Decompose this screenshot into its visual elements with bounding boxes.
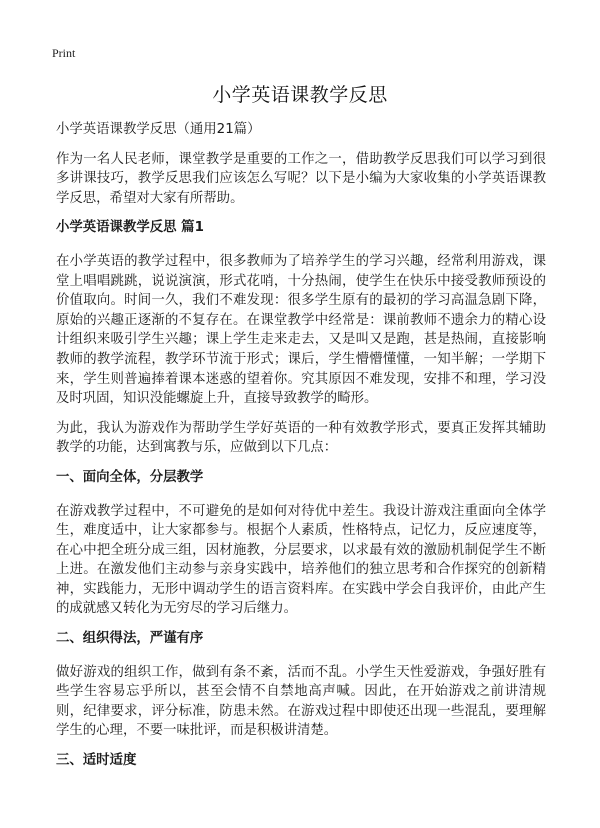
print-link[interactable]: Print [52,46,76,60]
intro-paragraph: 作为一名人民老师，课堂教学是重要的工作之一，借助教学反思我们可以学习到很多讲课技巧，教学反思我们应该怎么写呢？以下是小编为大家收集的小学英语课教学反思，希望对大家有所帮助。 [56,151,546,206]
document-subtitle: 小学英语课教学反思（通用21篇） [56,122,261,137]
paragraph-2: 为此，我认为游戏作为帮助学生学好英语的一种有效教学形式，要真正发挥其辅助教学的功能，达到寓教与乐，应做到以下几点： [56,420,546,456]
page-title: 小学英语课教学反思 [212,84,388,106]
heading-2: 二、组织得法，严谨有序 [56,631,204,647]
document-body [56,120,546,785]
paragraph-3: 在游戏教学过程中，不可避免的是如何对待优中差生。我设计游戏注重面向全体学生，难度适中，让大家都参与。根据个人素质，性格特点，记忆力，反应速度等，在心中把全班分成三组，因材施教，分层要求，以求最有效的激励机制促学生不断上进。在激发他们主动参与亲身实践中，培养他们的独立思考和合作探究的创新精神，实践能力，无形中调动学生的语言资料库。在实践中学会自我评价，由此产生的成就感又转化为无穷尽的学习后继力。 [56,503,546,617]
heading-1: 一、面向全体，分层教学 [56,469,204,485]
paragraph-4: 做好游戏的组织工作，做到有条不紊，活而不乱。小学生天性爱游戏，争强好胜有些学生容易忘乎所以，甚至会情不自禁地高声喊。因此，在开始游戏之前讲清规则，纪律要求，评分标准，防患未然。在游戏过程中即使还出现一些混乱，要理解学生的心理，不要一味批评，而是积极讲清楚。 [56,664,546,739]
section-title: 小学英语课教学反思 篇1 [56,220,204,236]
paragraph-1: 在小学英语的教学过程中，很多教师为了培养学生的学习兴趣，经常利用游戏，课堂上唱唱跳跳，说说演演，形式花哨，十分热闹，使学生在快乐中接受教师预设的价值取向。时间一久，我们不难发现：很多学生原有的最初的学习高温急剧下降，原始的兴趣正逐渐的不复存在。在课堂教学中经常是：课前教师不遗余力的精心设计组织来吸引学生兴趣；课上学生走来走去，又是叫又是跑，甚是热闹，直接影响教师的教学流程，教学环节流于形式；课后，学生懵懵懂懂，一知半解；一学期下来，学生则普遍捧着课本迷惑的望着你。究其原因不难发现，安排不和理，学习没及时巩固，知识没能螺旋上升，直接导致教学的畸形。 [56,253,546,407]
heading-3: 三、适时适度 [56,753,137,769]
